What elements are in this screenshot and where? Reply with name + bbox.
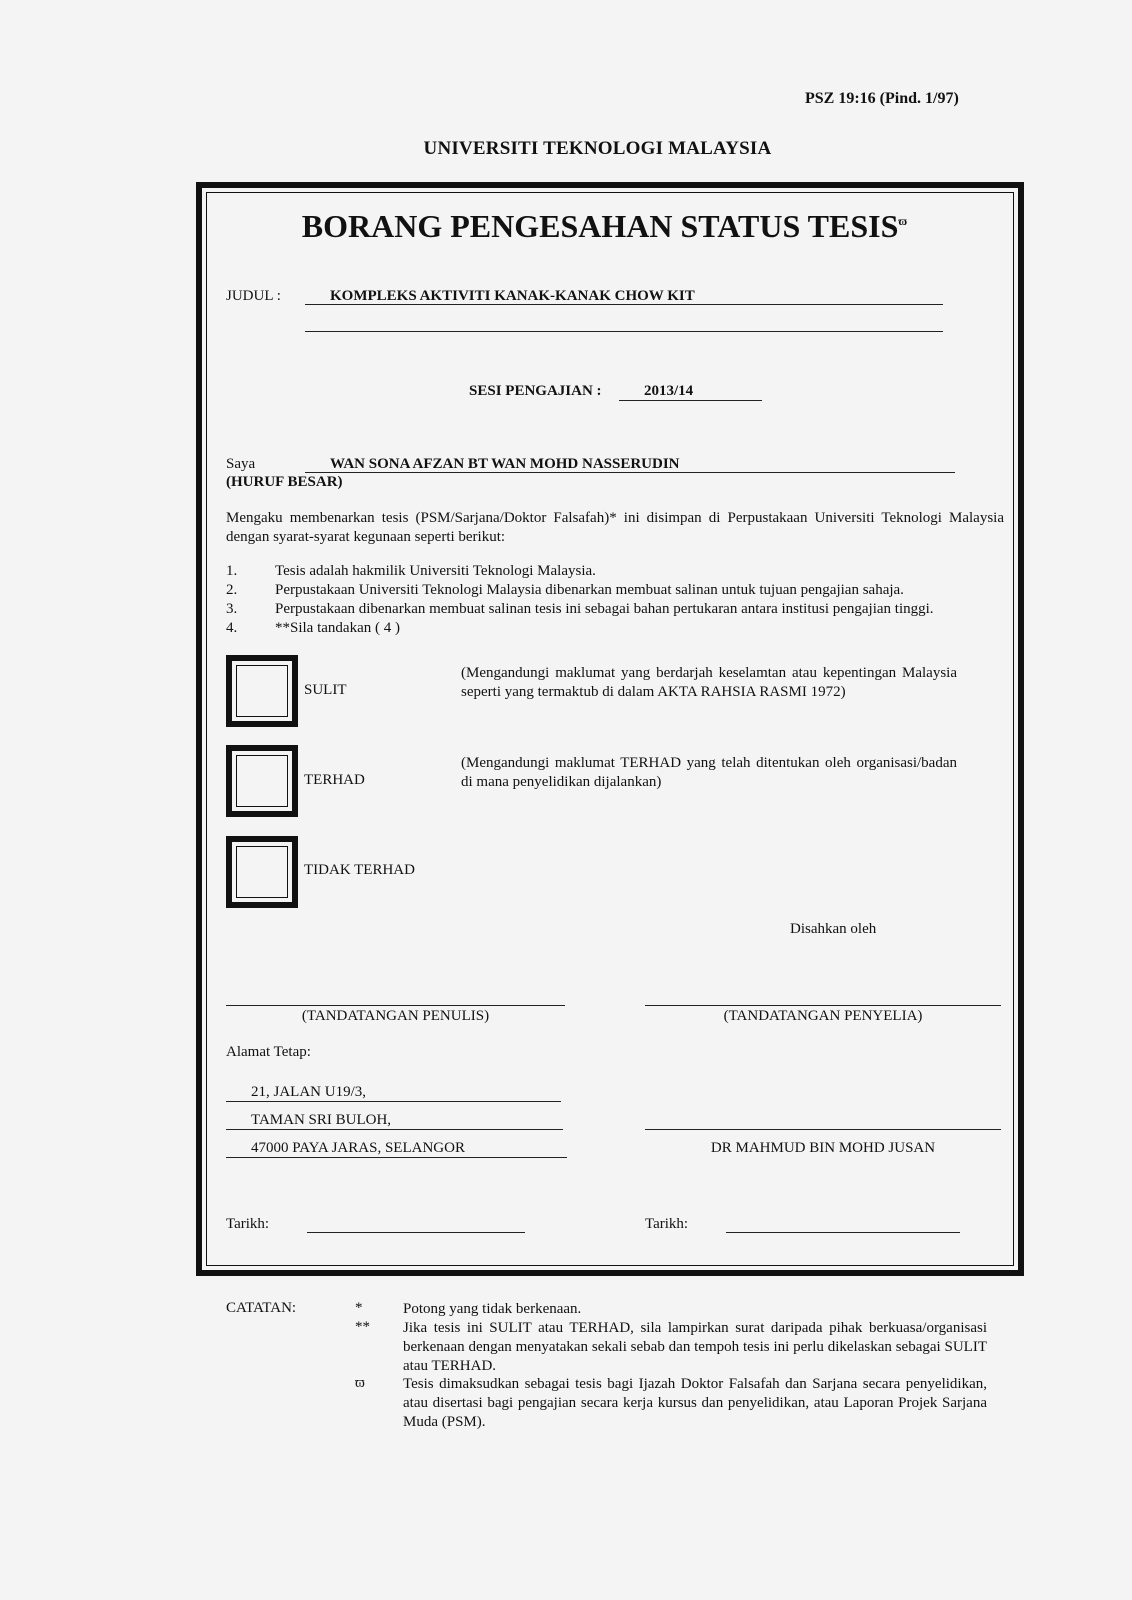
alamat-label: Alamat Tetap: bbox=[226, 1044, 311, 1060]
sulit-description: (Mengandungi maklumat yang berdarjah keselamtan atau kepentingan Malaysia seperti yang termaktub di dalam AKTA RAHSIA RASMI 1972) bbox=[461, 665, 957, 700]
note-text: Potong yang tidak berkenaan. bbox=[403, 1301, 582, 1317]
form-code: PSZ 19:16 (Pind. 1/97) bbox=[805, 90, 959, 107]
author-signature-caption: (TANDATANGAN PENULIS) bbox=[301, 1008, 490, 1024]
conditions-list bbox=[226, 563, 1016, 639]
supervisor-signature-caption: (TANDATANGAN PENYELIA) bbox=[723, 1008, 923, 1024]
catatan-label: CATATAN: bbox=[226, 1300, 297, 1316]
note-mark: ** bbox=[355, 1319, 370, 1335]
author-date-label: Tarikh: bbox=[226, 1216, 270, 1232]
disahkan-oleh: Disahkan oleh bbox=[790, 921, 877, 937]
author-date-line bbox=[307, 1232, 525, 1233]
address-line-1: 21, JALAN U19/3, bbox=[251, 1084, 366, 1100]
sulit-label: SULIT bbox=[304, 682, 347, 698]
note-mark: * bbox=[355, 1300, 363, 1316]
address-line-2: TAMAN SRI BULOH, bbox=[251, 1112, 392, 1128]
supervisor-signature-line bbox=[645, 1005, 1001, 1006]
address-underline-1 bbox=[226, 1101, 561, 1102]
statement: Mengaku membenarkan tesis (PSM/Sarjana/Doktor Falsafah)* ini disimpan di Perpustakaan Universiti Teknologi Malaysia dengan syarat-syarat kegunaan seperti berikut: bbox=[226, 510, 1004, 545]
saya-line bbox=[305, 472, 955, 473]
note-text: Tesis dimaksudkan sebagai tesis bagi Ijazah Doktor Falsafah dan Sarjana secara penyelidikan, atau disertasi bagi pengajian secara kerja kursus dan penyelidikan, atau Laporan Projek Sarjana Muda (PSM). bbox=[403, 1376, 987, 1430]
note-text: Jika tesis ini SULIT atau TERHAD, sila lampirkan surat daripada pihak berkuasa/organisasi berkenaan dengan menyatakan sekali sebab dan tempoh tesis ini perlu dikelaskan sebagai SULIT atau TERHAD. bbox=[403, 1320, 987, 1374]
terhad-label: TERHAD bbox=[304, 772, 365, 788]
saya-label: Saya bbox=[226, 456, 256, 472]
list-item: 3. Perpustakaan dibenarkan membuat salinan tesis ini sebagai bahan pertukaran antara institusi pengajian tinggi. bbox=[226, 601, 934, 617]
university-name: UNIVERSITI TEKNOLOGI MALAYSIA bbox=[423, 138, 772, 159]
list-item: 4. **Sila tandakan ( 4 ) bbox=[226, 620, 400, 636]
title-footnote-mark: ϖ bbox=[898, 214, 908, 228]
sulit-checkbox[interactable] bbox=[226, 655, 298, 727]
address-line-3: 47000 PAYA JARAS, SELANGOR bbox=[251, 1140, 465, 1156]
supervisor-date-label: Tarikh: bbox=[645, 1216, 689, 1232]
tidak-terhad-checkbox[interactable] bbox=[226, 836, 298, 908]
judul-value: KOMPLEKS AKTIVITI KANAK-KANAK CHOW KIT bbox=[330, 288, 695, 304]
sesi-line bbox=[619, 400, 762, 401]
saya-value: WAN SONA AFZAN BT WAN MOHD NASSERUDIN bbox=[330, 456, 680, 472]
supervisor-name-line bbox=[645, 1129, 1001, 1130]
terhad-description: (Mengandungi maklumat TERHAD yang telah ditentukan oleh organisasi/badan di mana penyelidikan dijalankan) bbox=[461, 755, 957, 790]
note-mark: ϖ bbox=[355, 1375, 365, 1391]
supervisor-date-line bbox=[726, 1232, 960, 1233]
supervisor-name: DR MAHMUD BIN MOHD JUSAN bbox=[710, 1140, 936, 1156]
sesi-value: 2013/14 bbox=[644, 383, 694, 399]
address-underline-2 bbox=[226, 1129, 563, 1130]
author-signature-line bbox=[226, 1005, 565, 1006]
form-title: BORANG PENGESAHAN STATUS $TESIS^ϖ$ bbox=[301, 208, 908, 244]
judul-line-1 bbox=[305, 304, 943, 305]
list-item: 1. Tesis adalah hakmilik Universiti Teknologi Malaysia. bbox=[226, 563, 596, 579]
list-item: 2. Perpustakaan Universiti Teknologi Malaysia dibenarkan membuat salinan untuk tujuan pengajian sahaja. bbox=[226, 582, 904, 598]
sesi-label: SESI PENGAJIAN : bbox=[469, 383, 602, 399]
judul-line-2 bbox=[305, 331, 943, 332]
huruf-besar-note: (HURUF BESAR) bbox=[226, 474, 343, 490]
judul-label: JUDUL : bbox=[226, 288, 281, 304]
terhad-checkbox[interactable] bbox=[226, 745, 298, 817]
tidak-terhad-label: TIDAK TERHAD bbox=[304, 862, 415, 878]
address-underline-3 bbox=[226, 1157, 567, 1158]
